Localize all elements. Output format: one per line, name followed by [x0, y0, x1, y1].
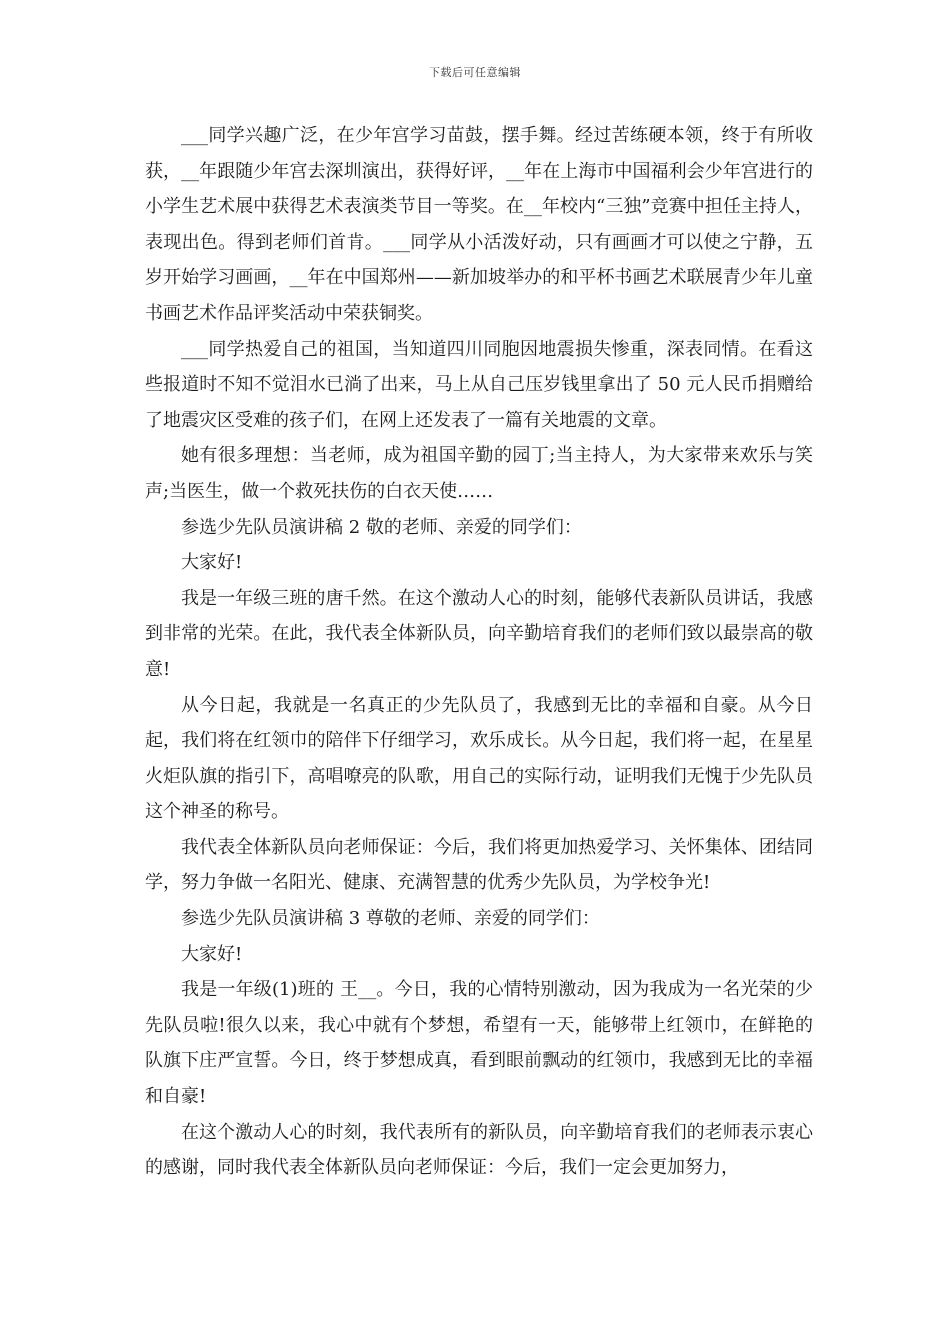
paragraph-from-today: 从今日起，我就是一名真正的少先队员了，我感到无比的幸福和自豪。从今日起，我们将在红领巾的陪伴下仔细学习，欢乐成长。从今日起，我们将一起，在星星火炬队旗的指引下，高唱嘹亮的队歌，用自己的实际行动，证明我们无愧于少先队员这个神圣的称号。 [145, 694, 813, 823]
paragraph-earthquake-donation: ___同学热爱自己的祖国，当知道四川同胞因地震损失惨重，深表同情。在看这些报道时不知不觉泪水已淌了出来，马上从自己压岁钱里拿出了 50 元人民币捐赠给了地震灾区受难的孩子们，在网上还发表了一篇有关地震的文章。 [145, 338, 813, 431]
paragraph-greeting-2: 大家好! [181, 943, 243, 965]
document-body [145, 118, 813, 1186]
paragraph-ideals: 她有很多理想：当老师，成为祖国辛勤的园丁;当主持人，为大家带来欢乐与笑声;当医生，做一个救死扶伤的白衣天使…… [145, 445, 813, 502]
paragraph-student-hobbies: ___同学兴趣广泛，在少年宫学习苗鼓，摆手舞。经过苦练硬本领，终于有所收获，__年跟随少年宫去深圳演出，获得好评，__年在上海市中国福利会少年宫进行的小学生艺术展中获得艺术表演类节目一等奖。在__年校内“三独”竞赛中担任主持人，表现出色。得到老师们首肯。___同学从小活泼好动，只有画画才可以使之宁静，五岁开始学习画画，__年在中国郑州——新加坡举办的和平杯书画艺术联展青少年儿童书画艺术作品评奖活动中荣获铜奖。 [145, 125, 813, 324]
page-header: 下载后可任意编辑 [429, 66, 521, 79]
paragraph-pledge: 我代表全体新队员向老师保证：今后，我们将更加热爱学习、关怀集体、团结同学，努力争做一名阳光、健康、充满智慧的优秀少先队员，为学校争光! [145, 836, 813, 894]
paragraph-greeting: 大家好! [181, 552, 243, 574]
paragraph-speech-2-title: 参选少先队员演讲稿 2 敬的老师、亲爱的同学们： [181, 516, 582, 538]
paragraph-self-introduction: 我是一年级三班的唐千然。在这个激动人心的时刻，能够代表新队员讲话，我感到非常的光荣。在此，我代表全体新队员，向辛勤培育我们的老师们致以最崇高的敬意! [145, 587, 813, 680]
paragraph-speech-3-title: 参选少先队员演讲稿 3 尊敬的老师、亲爱的同学们： [181, 908, 600, 930]
paragraph-dream-come-true: 我是一年级(1)班的 王__。今日，我的心情特别激动，因为我成为一名光荣的少先队员啦!很久以来，我心中就有个梦想，希望有一天，能够带上红领巾，在鲜艳的队旗下庄严宣誓。今日，终于梦想成真，看到眼前飘动的红领巾，我感到无比的幸福和自豪! [145, 979, 813, 1108]
paragraph-gratitude: 在这个激动人心的时刻，我代表所有的新队员，向辛勤培育我们的老师表示衷心的感谢，同时我代表全体新队员向老师保证：今后，我们一定会更加努力， [145, 1121, 813, 1179]
